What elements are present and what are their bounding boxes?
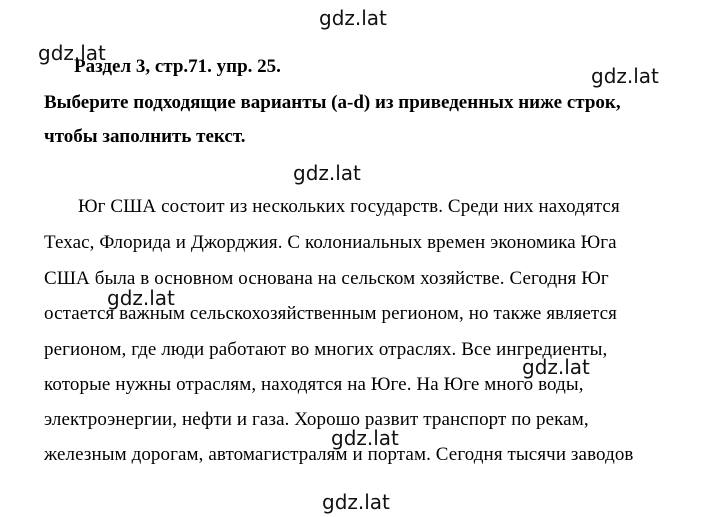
passage-line-2: Техас, Флорида и Джорджия. С колониальных времен экономика Юга	[44, 232, 617, 253]
instruction-line-1: Выберите подходящие варианты (a-d) из приведенных ниже строк,	[44, 92, 621, 113]
passage-line-5: регионом, где люди работают во многих отраслях. Все ингредиенты,	[44, 339, 608, 360]
passage-line-8: железным дорогам, автомагистралям и портам. Сегодня тысячи заводов	[44, 444, 634, 465]
watermark: gdz.lat	[38, 41, 106, 65]
watermark: gdz.lat	[293, 161, 361, 185]
passage-line-1: Юг США состоит из нескольких государств. Среди них находятся	[78, 196, 620, 217]
section-reference: Раздел 3, стр.71. упр. 25.	[74, 56, 281, 77]
watermark: gdz.lat	[322, 490, 390, 514]
watermark: gdz.lat	[319, 6, 387, 30]
watermark: gdz.lat	[107, 286, 175, 310]
passage-line-4: остается важным сельскохозяйственным регионом, но также является	[44, 303, 617, 324]
instruction-line-2: чтобы заполнить текст.	[44, 126, 246, 147]
watermark: gdz.lat	[591, 64, 659, 88]
watermark: gdz.lat	[331, 426, 399, 450]
passage-line-6: которые нужны отраслям, находятся на Юге. На Юге много воды,	[44, 374, 584, 395]
passage-line-3: США была в основном основана на сельском хозяйстве. Сегодня Юг	[44, 268, 609, 289]
watermark: gdz.lat	[522, 355, 590, 379]
passage-line-7: электроэнергии, нефти и газа. Хорошо развит транспорт по рекам,	[44, 409, 589, 430]
